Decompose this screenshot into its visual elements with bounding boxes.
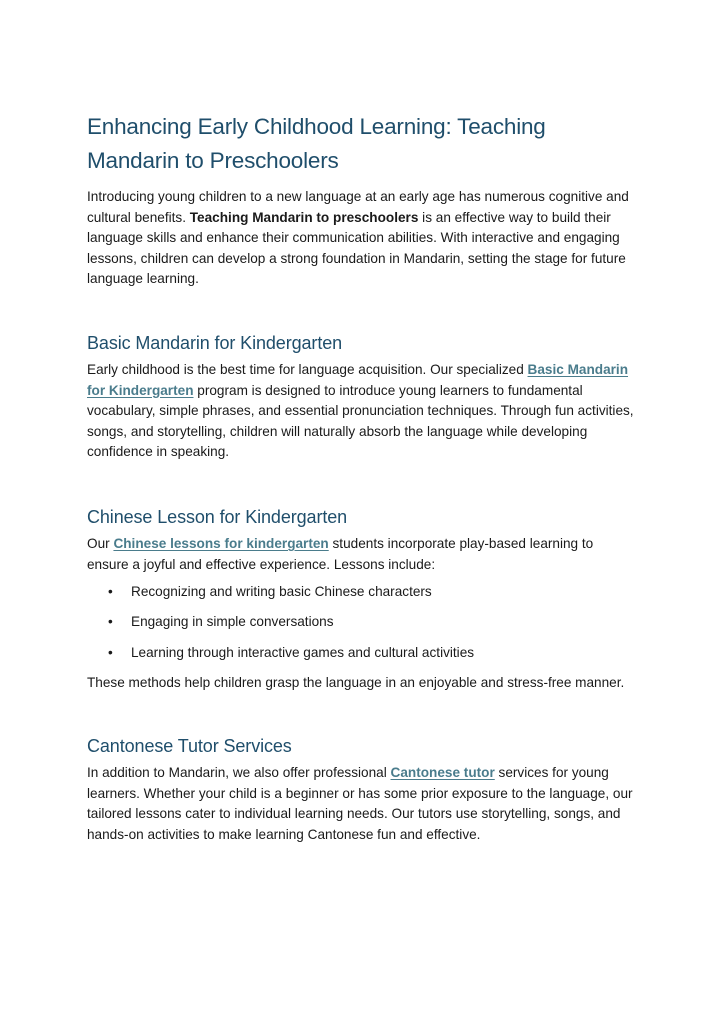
- cantonese-tutor-paragraph: [87, 763, 634, 845]
- basic-mandarin-link[interactable]: Basic Mandarin for Kindergarten: [87, 361, 629, 398]
- list-item-text: Learning through interactive games and cultural activities: [131, 644, 475, 660]
- basic-mandarin-heading: Basic Mandarin for Kindergarten: [87, 332, 343, 353]
- lesson-list: [87, 582, 634, 663]
- chinese-lesson-outro: These methods help children grasp the language in an enjoyable and stress-free manner.: [87, 674, 625, 690]
- basic-text-before: Early childhood is the best time for language acquisition. Our specialized: [87, 361, 528, 377]
- list-item: [87, 612, 634, 633]
- intro-paragraph: [87, 187, 634, 290]
- bullet-icon: •: [108, 584, 113, 600]
- page-title: Enhancing Early Childhood Learning: Teaching Mandarin to Preschoolers: [87, 114, 546, 173]
- cantonese-text-before: In addition to Mandarin, we also offer professional: [87, 765, 391, 781]
- list-item: [87, 582, 634, 603]
- cantonese-tutor-link[interactable]: Cantonese tutor: [390, 765, 495, 781]
- cantonese-tutor-heading: Cantonese Tutor Services: [87, 736, 292, 757]
- basic-mandarin-paragraph: [87, 360, 634, 463]
- basic-text-after: program is designed to introduce young learners to fundamental vocabulary, simple phrases, and essential pronunciation techniques. Through fun activities, songs, and storytelling, children will naturally absorb the language while developing confidence in speaking.: [87, 382, 634, 460]
- intro-text-after: is an effective way to build their language skills and enhance their communication abilities. With interactive and engaging lessons, children can develop a strong foundation in Mandarin, setting the stage for future language learning.: [87, 209, 626, 287]
- cantonese-text-after: services for young learners. Whether your child is a beginner or has some prior exposure to the language, our tailored lessons cater to individual learning needs. Our tutors use storytelling, songs, and hands-on activities to make learning Cantonese fun and effective.: [87, 765, 633, 843]
- chinese-lesson-paragraph: [87, 534, 634, 575]
- bullet-icon: •: [108, 644, 113, 660]
- chinese-lesson-heading: Chinese Lesson for Kindergarten: [87, 506, 348, 527]
- intro-text-before: Introducing young children to a new language at an early age has numerous cognitive and cultural benefits.: [87, 189, 629, 225]
- list-item-text: Engaging in simple conversations: [131, 614, 334, 630]
- list-item: [87, 643, 634, 664]
- chinese-text-after: students incorporate play-based learning to ensure a joyful and effective experience. Lessons include:: [87, 535, 594, 572]
- bullet-icon: •: [108, 614, 113, 630]
- chinese-text-before: Our: [87, 535, 114, 551]
- intro-bold-phrase: Teaching Mandarin to preschoolers: [189, 209, 419, 225]
- list-item-text: Recognizing and writing basic Chinese characters: [131, 584, 432, 600]
- chinese-lessons-link[interactable]: Chinese lessons for kindergarten: [113, 535, 329, 551]
